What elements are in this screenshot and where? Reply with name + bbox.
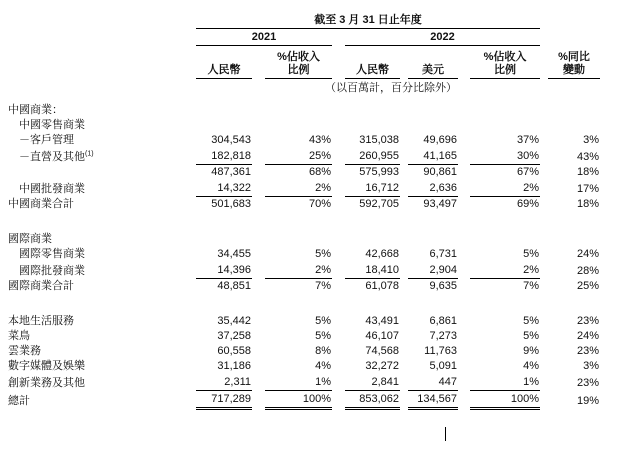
cell-value: 5% — [315, 248, 331, 260]
cell-value: 7,273 — [429, 330, 457, 342]
table-row — [8, 196, 600, 211]
col-header-rmb-2022: 人民幣 — [345, 45, 400, 78]
table-row — [8, 328, 600, 343]
column-gap — [332, 358, 345, 373]
table-row — [8, 358, 600, 373]
column-gap — [458, 196, 470, 211]
column-gap — [400, 147, 408, 164]
table-row — [8, 132, 600, 147]
column-gap — [400, 196, 408, 211]
table-row — [8, 390, 600, 408]
column-headers-row — [8, 45, 600, 78]
row-label: 總計 — [8, 395, 30, 407]
row-label: 國際零售商業 — [19, 248, 85, 260]
table-row — [8, 246, 600, 261]
cell-value: 100% — [470, 390, 540, 408]
year-group-2021: 2021 — [196, 28, 332, 45]
column-gap — [252, 132, 265, 147]
column-gap — [540, 246, 548, 261]
column-gap — [540, 358, 548, 373]
cell-value: 23% — [576, 315, 599, 327]
column-gap — [400, 164, 408, 179]
cell-value: 42,668 — [365, 248, 399, 260]
cell-value — [470, 117, 540, 132]
column-gap — [252, 164, 265, 179]
column-gap — [332, 45, 345, 78]
year-groups-row — [8, 28, 600, 45]
cell-value — [548, 231, 600, 246]
column-gap — [458, 231, 470, 246]
cell-value: 4% — [523, 360, 539, 372]
cell-value: 49,696 — [423, 134, 457, 146]
column-gap — [458, 164, 470, 179]
column-gap — [540, 147, 548, 164]
cell-value: 18% — [576, 198, 599, 210]
column-gap — [540, 196, 548, 211]
col-header-yoy-change: %同比 變動 — [548, 45, 600, 78]
table-row — [8, 147, 600, 164]
cell-value: 48,851 — [217, 280, 251, 292]
cell-value: 1% — [265, 373, 332, 390]
table-row — [8, 179, 600, 196]
col-header-usd-2022: 美元 — [408, 45, 458, 78]
column-gap — [458, 45, 470, 78]
column-gap — [400, 278, 408, 293]
column-gap — [458, 313, 470, 328]
cell-value: 2,904 — [408, 261, 458, 278]
cell-value: 43% — [576, 151, 599, 163]
cell-value: 25% — [265, 147, 332, 164]
table-row — [8, 261, 600, 278]
cell-value: 2,311 — [196, 373, 252, 390]
column-gap — [458, 132, 470, 147]
column-gap — [540, 278, 548, 293]
cell-value: 487,361 — [211, 166, 251, 178]
column-gap — [332, 313, 345, 328]
cell-value: 592,705 — [359, 198, 399, 210]
cell-value: 5% — [315, 315, 331, 327]
column-gap — [332, 117, 345, 132]
cell-value: 2% — [265, 179, 332, 196]
cell-value: 28% — [576, 265, 599, 277]
cell-value: 25% — [576, 280, 599, 292]
row-label: －直營及其他$^{(1)}$ — [19, 150, 94, 163]
cell-value: 2% — [470, 179, 540, 196]
column-gap — [252, 45, 265, 78]
column-gap — [540, 231, 548, 246]
cell-value: 501,683 — [211, 198, 251, 210]
column-gap — [332, 179, 345, 196]
column-gap — [400, 358, 408, 373]
column-gap — [332, 231, 345, 246]
cell-value: 5% — [523, 248, 539, 260]
cell-value: 67% — [516, 166, 539, 178]
cell-value: 5% — [315, 330, 331, 342]
column-gap — [400, 261, 408, 278]
period-title: 截至 3 月 31 日止年度 — [196, 8, 540, 28]
cell-value — [265, 102, 332, 117]
row-label: 數字媒體及娛樂 — [8, 360, 85, 372]
row-label: 中國零售商業 — [19, 119, 85, 131]
cell-value: 37% — [516, 134, 539, 146]
cell-value: 18% — [576, 166, 599, 178]
cell-value: 60,558 — [217, 345, 251, 357]
unit-note: （以百萬計，百分比除外） — [325, 81, 457, 94]
cell-value — [470, 231, 540, 246]
column-gap — [540, 132, 548, 147]
cell-value: 19% — [576, 395, 599, 407]
column-gap — [332, 102, 345, 117]
column-gap — [252, 147, 265, 164]
cell-value: 6,861 — [429, 315, 457, 327]
cell-value — [408, 117, 458, 132]
column-gap — [540, 261, 548, 278]
cell-value: 6,731 — [429, 248, 457, 260]
footnote-ref: (1) — [85, 150, 94, 158]
cell-value: 3% — [583, 134, 599, 146]
row-label — [8, 164, 196, 179]
cell-value: 3% — [583, 360, 599, 372]
row-label: 創新業務及其他 — [8, 377, 85, 389]
text-cursor-artifact — [445, 427, 446, 441]
cell-value: 1% — [470, 373, 540, 390]
cell-value: 16,712 — [345, 179, 400, 196]
column-gap — [540, 45, 548, 78]
row-label: 中國商業合計 — [8, 198, 74, 210]
column-gap — [400, 45, 408, 78]
row-label: 國際商業合計 — [8, 280, 74, 292]
column-gap — [252, 313, 265, 328]
table-row — [8, 164, 600, 179]
cell-value: 41,165 — [408, 147, 458, 164]
cell-value — [408, 231, 458, 246]
cell-value — [548, 117, 600, 132]
cell-value: 5,091 — [429, 360, 457, 372]
row-label: 雲業務 — [8, 345, 41, 357]
cell-value: 18,410 — [345, 261, 400, 278]
cell-value: 35,442 — [217, 315, 251, 327]
cell-value: 69% — [516, 198, 539, 210]
cell-value: 34,455 — [217, 248, 251, 260]
column-gap — [332, 373, 345, 390]
column-gap — [332, 147, 345, 164]
column-gap — [400, 179, 408, 196]
column-gap — [458, 102, 470, 117]
column-gap — [252, 373, 265, 390]
row-label: －客戶管理 — [19, 134, 74, 146]
column-gap — [458, 117, 470, 132]
row-label: 國際批發商業 — [19, 265, 85, 277]
year-group-2022: 2022 — [345, 28, 540, 45]
column-gap — [332, 278, 345, 293]
column-gap — [332, 132, 345, 147]
column-gap — [540, 179, 548, 196]
column-gap — [540, 390, 548, 408]
cell-value — [345, 117, 400, 132]
column-gap — [252, 390, 265, 408]
column-gap — [252, 328, 265, 343]
cell-value: 70% — [308, 198, 331, 210]
column-gap — [400, 132, 408, 147]
cell-value: 7% — [523, 280, 539, 292]
cell-value: 5% — [523, 315, 539, 327]
column-gap — [458, 328, 470, 343]
cell-value: 575,993 — [359, 166, 399, 178]
cell-value: 2,636 — [408, 179, 458, 196]
row-label: 國際商業 — [8, 233, 52, 245]
column-gap — [458, 373, 470, 390]
column-gap — [252, 343, 265, 358]
col-header-rmb-2021: 人民幣 — [196, 45, 252, 78]
column-gap — [400, 231, 408, 246]
row-label: 中國商業： — [8, 104, 63, 116]
column-gap — [540, 313, 548, 328]
table-row — [8, 278, 600, 293]
cell-value: 2,841 — [345, 373, 400, 390]
cell-value — [345, 231, 400, 246]
cell-value: 315,038 — [359, 134, 399, 146]
cell-value — [196, 117, 252, 132]
column-gap — [252, 102, 265, 117]
column-gap — [332, 261, 345, 278]
cell-value: 5% — [523, 330, 539, 342]
column-gap — [332, 196, 345, 211]
column-gap — [458, 246, 470, 261]
column-gap — [540, 102, 548, 117]
cell-value: 717,289 — [196, 390, 252, 408]
period-title-row — [8, 8, 600, 28]
cell-value: 2% — [470, 261, 540, 278]
column-gap — [252, 117, 265, 132]
document-page — [0, 8, 618, 452]
cell-value: 8% — [315, 345, 331, 357]
column-gap — [400, 328, 408, 343]
row-label: 本地生活服務 — [8, 315, 74, 327]
column-gap — [400, 373, 408, 390]
section-gap — [8, 211, 600, 231]
cell-value: 14,396 — [196, 261, 252, 278]
table-row — [8, 102, 600, 117]
column-gap — [332, 328, 345, 343]
table-row — [8, 117, 600, 132]
table-row — [8, 231, 600, 246]
column-gap — [400, 246, 408, 261]
column-gap — [540, 117, 548, 132]
cell-value: 24% — [576, 248, 599, 260]
cell-value: 23% — [576, 345, 599, 357]
column-gap — [332, 390, 345, 408]
cell-value — [265, 231, 332, 246]
column-gap — [252, 261, 265, 278]
column-gap — [400, 313, 408, 328]
col-header-pct-2022: %佔收入 比例 — [470, 45, 540, 78]
cell-value: 853,062 — [345, 390, 400, 408]
column-gap — [252, 196, 265, 211]
cell-value: 447 — [408, 373, 458, 390]
cell-value: 43,491 — [365, 315, 399, 327]
column-gap — [540, 164, 548, 179]
cell-value: 7% — [315, 280, 331, 292]
cell-value: 11,763 — [424, 345, 457, 357]
column-gap — [458, 358, 470, 373]
cell-value: 304,543 — [211, 134, 251, 146]
column-gap — [458, 179, 470, 196]
cell-value: 23% — [576, 377, 599, 389]
cell-value: 61,078 — [365, 280, 399, 292]
column-gap — [332, 246, 345, 261]
cell-value — [345, 102, 400, 117]
cell-value: 14,322 — [196, 179, 252, 196]
column-gap — [400, 343, 408, 358]
col-header-pct-2021: %佔收入 比例 — [265, 45, 332, 78]
segment-revenue-table — [8, 8, 600, 410]
column-gap — [332, 164, 345, 179]
cell-value: 68% — [308, 166, 331, 178]
column-gap — [400, 102, 408, 117]
column-gap — [458, 278, 470, 293]
column-gap — [332, 343, 345, 358]
column-gap — [458, 147, 470, 164]
column-gap — [400, 390, 408, 408]
cell-value: 46,107 — [365, 330, 399, 342]
cell-value — [196, 102, 252, 117]
cell-value: 43% — [308, 134, 331, 146]
cell-value: 4% — [315, 360, 331, 372]
cell-value: 32,272 — [365, 360, 399, 372]
column-gap — [400, 117, 408, 132]
unit-note-row — [8, 78, 600, 102]
cell-value: 31,186 — [217, 360, 251, 372]
cell-value: 74,568 — [365, 345, 399, 357]
cell-value: 9,635 — [429, 280, 457, 292]
cell-value: 260,955 — [345, 147, 400, 164]
cell-value: 182,818 — [196, 147, 252, 164]
cell-value — [265, 117, 332, 132]
cell-value: 2% — [265, 261, 332, 278]
column-gap — [252, 231, 265, 246]
cell-value: 134,567 — [408, 390, 458, 408]
cell-value: 100% — [265, 390, 332, 408]
row-label: 中國批發商業 — [19, 183, 85, 195]
column-gap — [458, 390, 470, 408]
cell-value — [408, 102, 458, 117]
table-row — [8, 373, 600, 390]
cell-value — [470, 102, 540, 117]
cell-value: 9% — [523, 345, 539, 357]
column-gap — [252, 358, 265, 373]
cell-value — [196, 231, 252, 246]
column-gap — [540, 373, 548, 390]
cell-value: 37,258 — [217, 330, 251, 342]
table-row — [8, 313, 600, 328]
cell-value: 30% — [470, 147, 540, 164]
section-gap — [8, 293, 600, 313]
column-gap — [458, 261, 470, 278]
table-row — [8, 343, 600, 358]
row-label: 菜鳥 — [8, 330, 30, 342]
column-gap — [540, 343, 548, 358]
cell-value: 93,497 — [423, 198, 457, 210]
column-gap — [252, 246, 265, 261]
column-gap — [458, 343, 470, 358]
cell-value: 90,861 — [423, 166, 457, 178]
cell-value: 17% — [576, 183, 599, 195]
column-gap — [252, 278, 265, 293]
column-gap — [540, 328, 548, 343]
table-body — [8, 102, 600, 408]
column-gap — [252, 179, 265, 196]
cell-value — [548, 102, 600, 117]
cell-value: 24% — [576, 330, 599, 342]
